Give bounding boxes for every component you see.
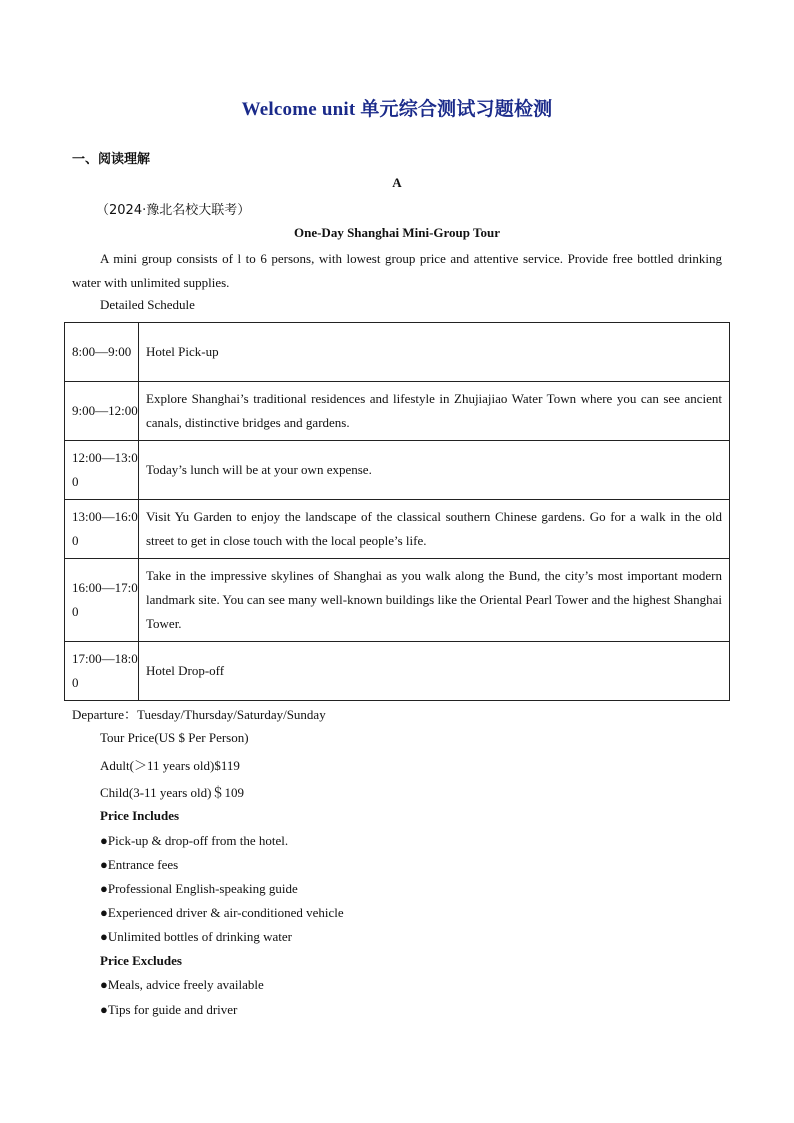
list-item: ●Experienced driver & air-conditioned vehicle	[100, 905, 344, 920]
schedule-label: Detailed Schedule	[100, 297, 195, 312]
schedule-time: 9:00—12:00	[65, 382, 139, 441]
page-title: Welcome unit 单元综合测试习题检测	[241, 99, 553, 120]
schedule-activity: Visit Yu Garden to enjoy the landscape of the classical southern Chinese gardens. Go for a walk in the old street to get in close touch with the local people’s life.	[139, 500, 730, 559]
schedule-activity: Today’s lunch will be at your own expense.	[139, 441, 730, 500]
table-row	[65, 500, 730, 559]
table-row	[65, 382, 730, 441]
schedule-time: 16:00—17:00	[65, 559, 139, 642]
adult-price: Adult(＞11 years old)$119	[100, 758, 240, 773]
schedule-table	[64, 322, 730, 701]
list-item: ●Professional English-speaking guide	[100, 881, 298, 896]
table-row	[65, 323, 730, 382]
schedule-activity: Hotel Drop-off	[139, 642, 730, 701]
schedule-time: 13:00—16:00	[65, 500, 139, 559]
child-price: Child(3-11 years old)＄109	[100, 785, 244, 800]
schedule-time: 17:00—18:00	[65, 642, 139, 701]
schedule-activity: Explore Shanghai’s traditional residences and lifestyle in Zhujiajiao Water Town where you can see ancient canals, distinctive bridges and gardens.	[139, 382, 730, 441]
list-item: ●Entrance fees	[100, 857, 179, 872]
passage-label: A	[392, 175, 402, 190]
tour-title: One-Day Shanghai Mini-Group Tour	[293, 225, 500, 240]
includes-heading: Price Includes	[100, 808, 180, 823]
price-header: Tour Price(US $ Per Person)	[100, 730, 249, 745]
list-item: ●Pick-up & drop-off from the hotel.	[100, 833, 289, 848]
table-row	[65, 559, 730, 642]
intro-paragraph: A mini group consists of l to 6 persons, with lowest group price and attentive service. Provide free bottled drinking water with unlimited supplies.	[72, 251, 722, 290]
list-item: ●Meals, advice freely available	[100, 977, 264, 992]
excludes-heading: Price Excludes	[100, 953, 182, 968]
list-item: ●Unlimited bottles of drinking water	[100, 929, 292, 944]
table-row	[65, 441, 730, 500]
schedule-activity: Hotel Pick-up	[139, 323, 730, 382]
list-item: ●Tips for guide and driver	[100, 1002, 238, 1017]
schedule-time: 8:00—9:00	[65, 323, 139, 382]
source-note: （2024·豫北名校大联考）	[96, 203, 251, 218]
table-row	[65, 642, 730, 701]
departure-days: Departure：Tuesday/Thursday/Saturday/Sunday	[72, 707, 326, 722]
schedule-activity: Take in the impressive skylines of Shanghai as you walk along the Bund, the city’s most important modern landmark site. You can see many well-known buildings like the Oriental Pearl Tower and the highest Shanghai Tower.	[139, 559, 730, 642]
section-heading: 一、阅读理解	[72, 152, 151, 167]
schedule-time: 12:00—13:00	[65, 441, 139, 500]
